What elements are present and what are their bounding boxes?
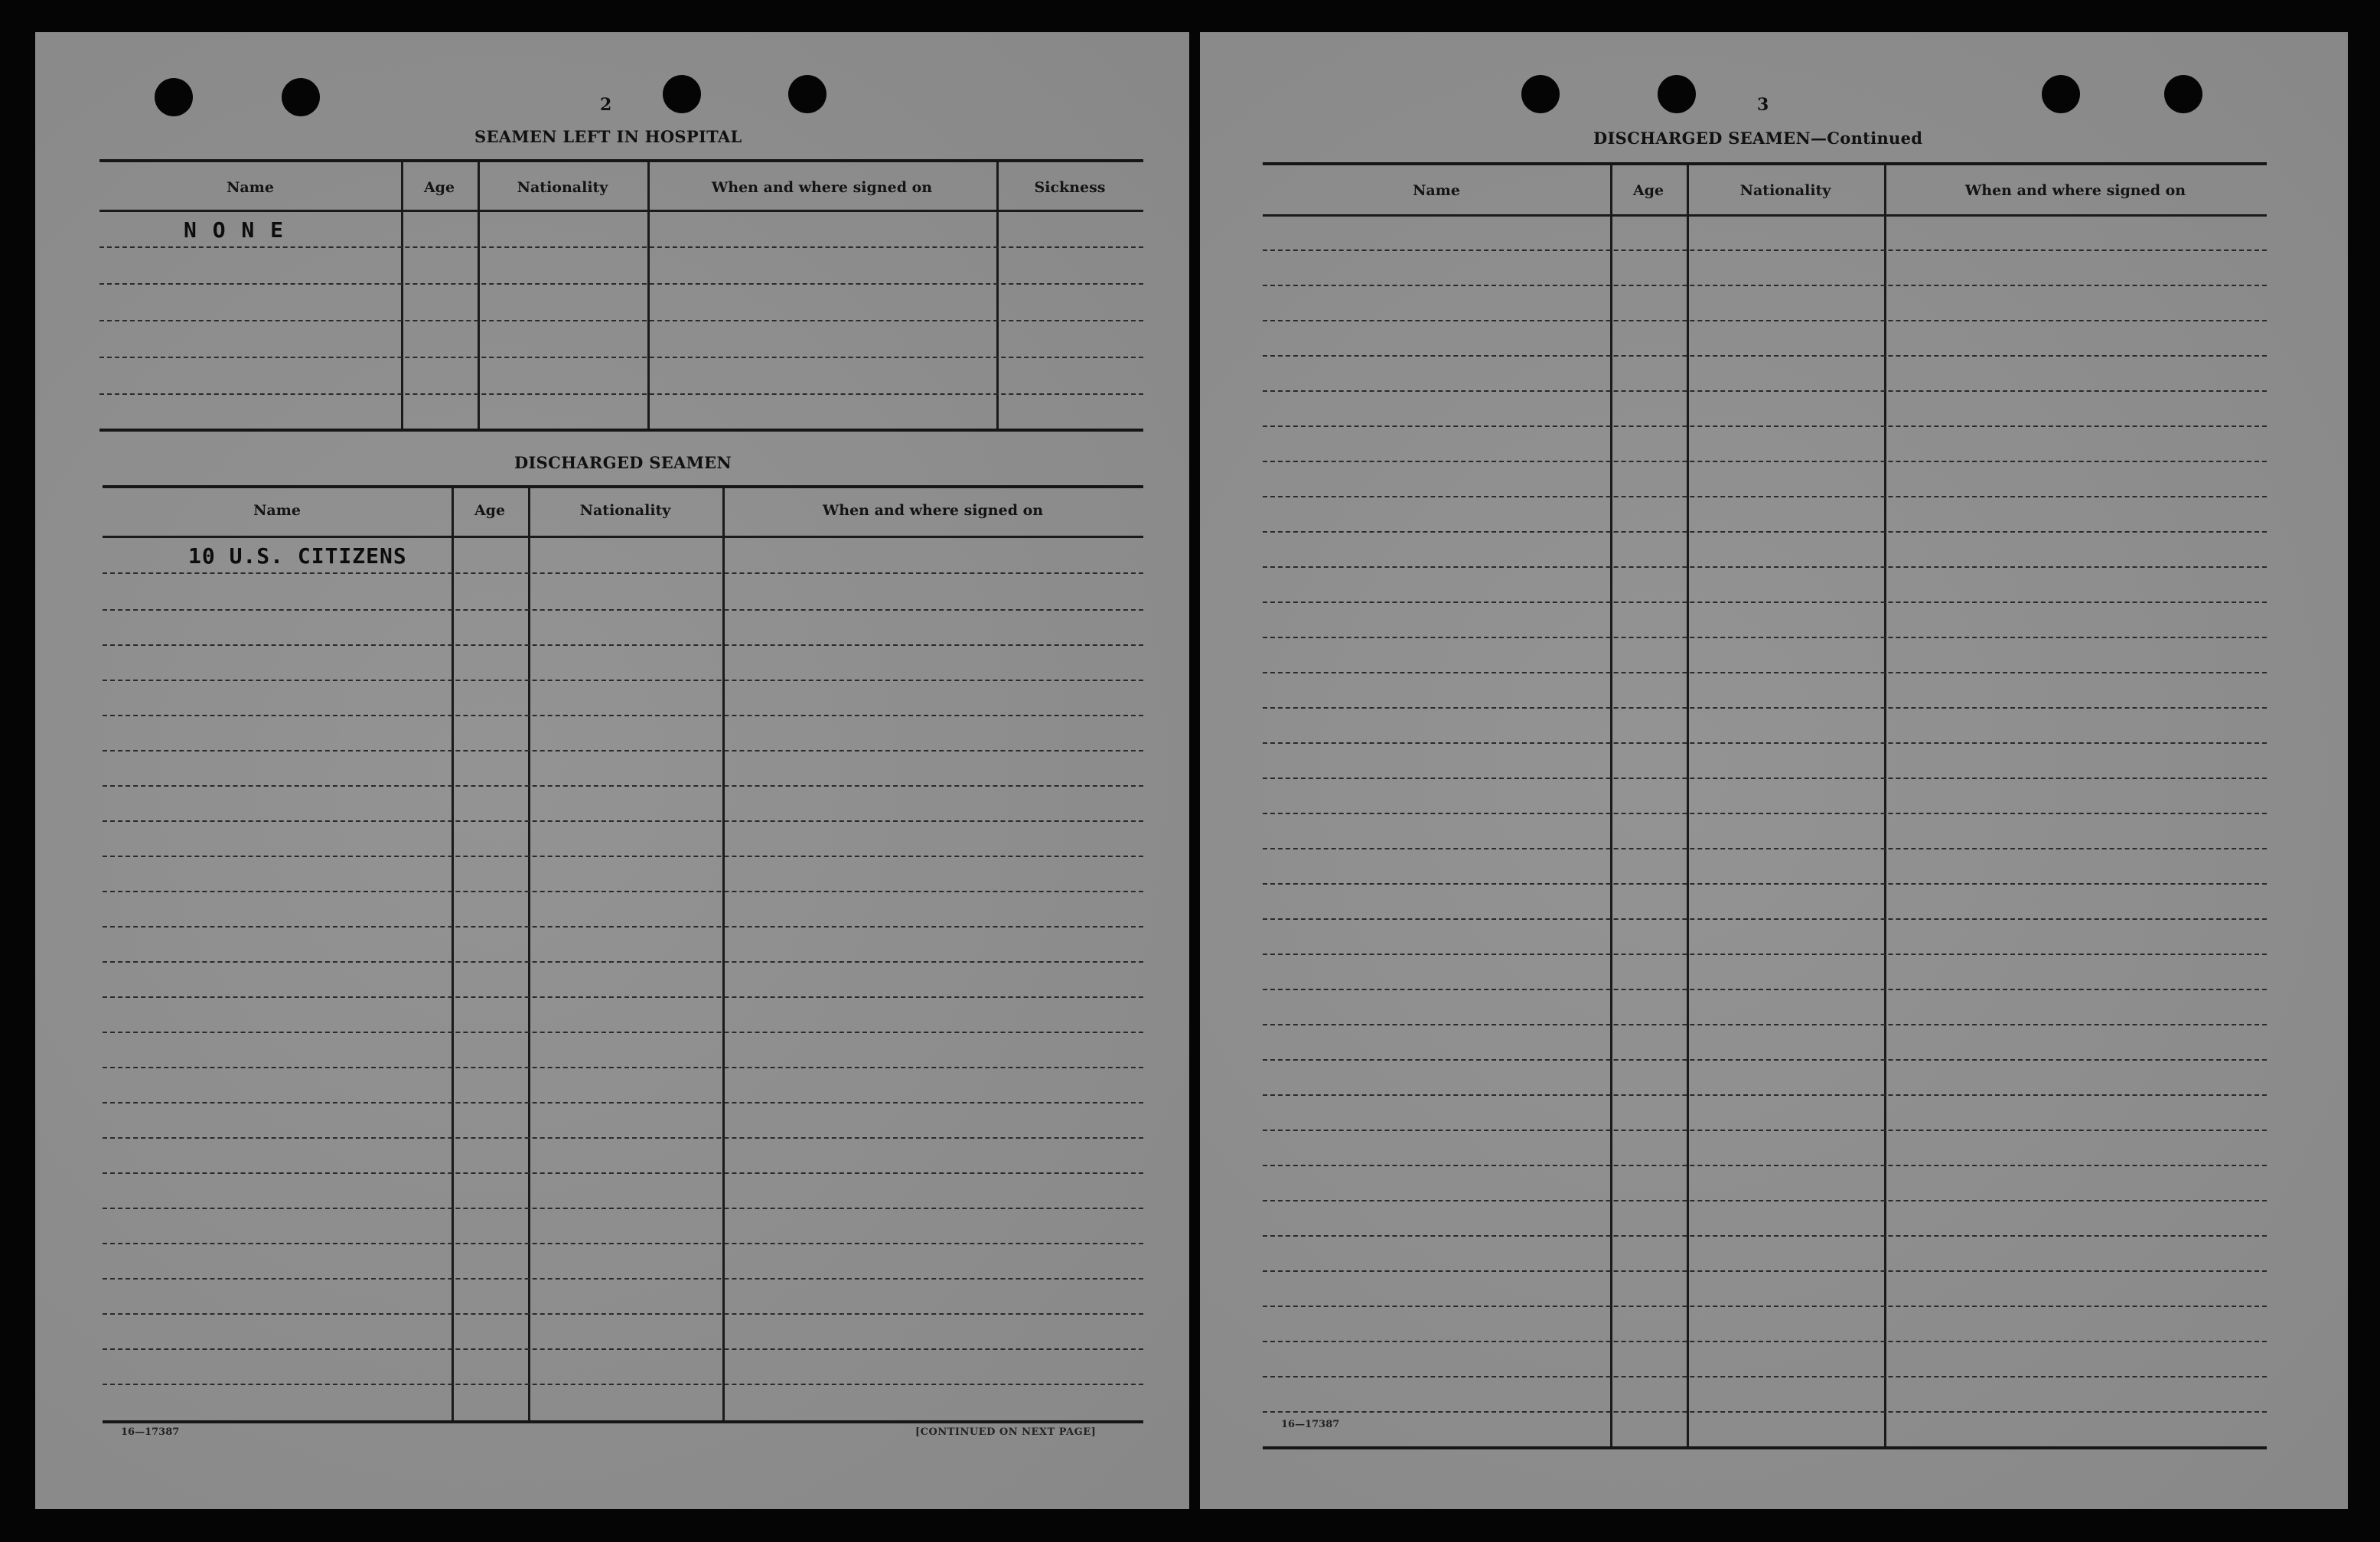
punch-hole bbox=[155, 78, 193, 116]
punch-hole bbox=[2042, 75, 2080, 113]
column-header-name: Name bbox=[227, 179, 274, 196]
column-header-age: Age bbox=[423, 179, 455, 196]
punch-hole bbox=[282, 78, 320, 116]
discharged-continued-table bbox=[1263, 162, 2267, 1449]
page-number: 2 bbox=[600, 95, 612, 115]
discharged-table bbox=[103, 485, 1143, 1423]
form-number: 16—17387 bbox=[1281, 1419, 1340, 1430]
punch-hole bbox=[663, 75, 701, 113]
hospital-table bbox=[99, 159, 1143, 432]
hospital-entry: N O N E bbox=[184, 217, 285, 243]
continued-note: [CONTINUED ON NEXT PAGE] bbox=[915, 1426, 1097, 1438]
form-number: 16—17387 bbox=[121, 1426, 180, 1438]
discharged-entry: 10 U.S. CITIZENS bbox=[188, 543, 407, 569]
page-number: 3 bbox=[1757, 95, 1769, 115]
punch-hole bbox=[1658, 75, 1696, 113]
column-header-signed-on: When and where signed on bbox=[1964, 182, 2186, 199]
column-header-signed-on: When and where signed on bbox=[711, 179, 933, 196]
right-page bbox=[1200, 32, 2348, 1509]
punch-hole bbox=[2164, 75, 2202, 113]
section-title-discharged-continued: DISCHARGED SEAMEN—Continued bbox=[1593, 129, 1923, 148]
column-header-age: Age bbox=[474, 502, 506, 519]
left-page bbox=[35, 32, 1189, 1509]
column-header-nationality: Nationality bbox=[1739, 182, 1831, 199]
column-header-signed-on: When and where signed on bbox=[822, 502, 1044, 519]
column-header-nationality: Nationality bbox=[579, 502, 671, 519]
column-header-name: Name bbox=[253, 502, 301, 519]
column-header-age: Age bbox=[1632, 182, 1664, 199]
section-title-hospital: SEAMEN LEFT IN HOSPITAL bbox=[474, 127, 742, 146]
column-header-sickness: Sickness bbox=[1034, 179, 1106, 196]
column-header-nationality: Nationality bbox=[517, 179, 608, 196]
section-title-discharged: DISCHARGED SEAMEN bbox=[514, 453, 732, 472]
column-header-name: Name bbox=[1413, 182, 1460, 199]
punch-hole bbox=[788, 75, 826, 113]
punch-hole bbox=[1521, 75, 1560, 113]
